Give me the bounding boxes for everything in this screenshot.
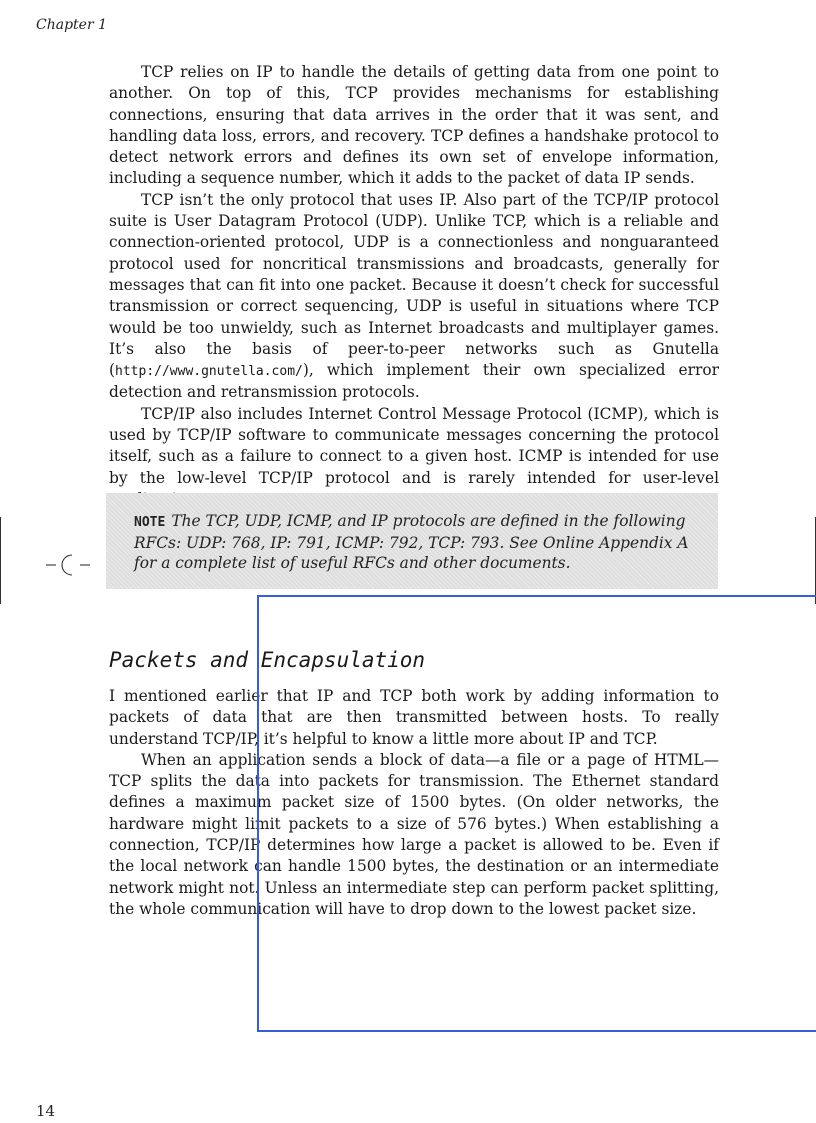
paragraph-application-sends: When an application sends a block of data—a file or a page of HTML—TCP splits the data into packets for transmission. The Ethernet standard defines a maximum packet size of 1500 bytes. (On older networks, the hardware might limit packets to a size of 576 bytes.) When establishing a connection, TCP/IP determines how large a packet is allowed to be. Even if the local network can handle 1500 bytes, the destination or an intermediate network might not. Unless an intermediate step can perform packet splitting, the whole communication will have to drop down to the lowest packet size.: [109, 750, 719, 918]
running-head: Chapter 1: [36, 17, 107, 33]
note-label: NOTE: [134, 515, 166, 530]
selection-rectangle[interactable]: [257, 595, 816, 1032]
paragraph-udp-text-end: ), which implement their own specialized error detection and retransmission protocols.: [109, 361, 719, 402]
paragraph-mentioned-earlier: I mentioned earlier that IP and TCP both work by adding information to packets of data that are then transmitted between hosts. To really understand TCP/IP, it’s helpful to know a little more about IP and TCP.: [109, 687, 719, 748]
note-marker-icon: [44, 548, 92, 578]
paragraph-icmp: TCP/IP also includes Internet Control Message Protocol (ICMP), which is used by TCP/IP software to communicate messages concerning the protocol itself, such as a failure to connect to a given host. ICMP is intended for use by the low-level TCP/IP protocol and is rarely intended for user-level: [109, 404, 719, 487]
paragraph-udp-text: TCP isn’t the only protocol that uses IP. Also part of the TCP/IP protocol suite is User Datagram Protocol (UDP). Unlike TCP, which is a reliable and connection-oriented protocol, UDP is a connectionless and nonguaranteed protocol used for noncritical transmissions and broadcasts, generally for messages that can fit into one packet. Because it doesn’t check for successful transmission or correct sequencing, UDP is useful in situations where TCP would be too unwieldy, such as Internet broadcasts and multiplayer games. It’s also the basis of peer-to-peer networks such as Gnutella (: [109, 190, 719, 380]
gnutella-url: http://www.gnutella.com/: [115, 364, 303, 380]
section-heading: Packets and Encapsulation: [109, 648, 426, 672]
paragraph-udp: [109, 190, 719, 404]
note-box: [106, 493, 718, 589]
left-margin-rule: [0, 517, 1, 604]
paragraph-tcp-relies: TCP relies on IP to handle the details of getting data from one point to another. On top of this, TCP provides mechanisms for establishing connections, ensuring that data arrives in the order that it was sent, and handling data loss, errors, and recovery. TCP defines a handshake protocol to detect network errors and defines its own set of envelope information, including a sequence number, which it adds to the packet of data IP sends.: [109, 63, 719, 188]
page-number: 14: [36, 1102, 56, 1120]
body-text-section-1: [109, 62, 719, 510]
note-text: The TCP, UDP, ICMP, and IP protocols are defined in the following RFCs: UDP: 768, IP: 791, ICMP: 792, TCP: 793. See Online Appendix A for a complete list of useful RFCs and other documents.: [134, 512, 689, 572]
note-text-block: [134, 511, 694, 573]
